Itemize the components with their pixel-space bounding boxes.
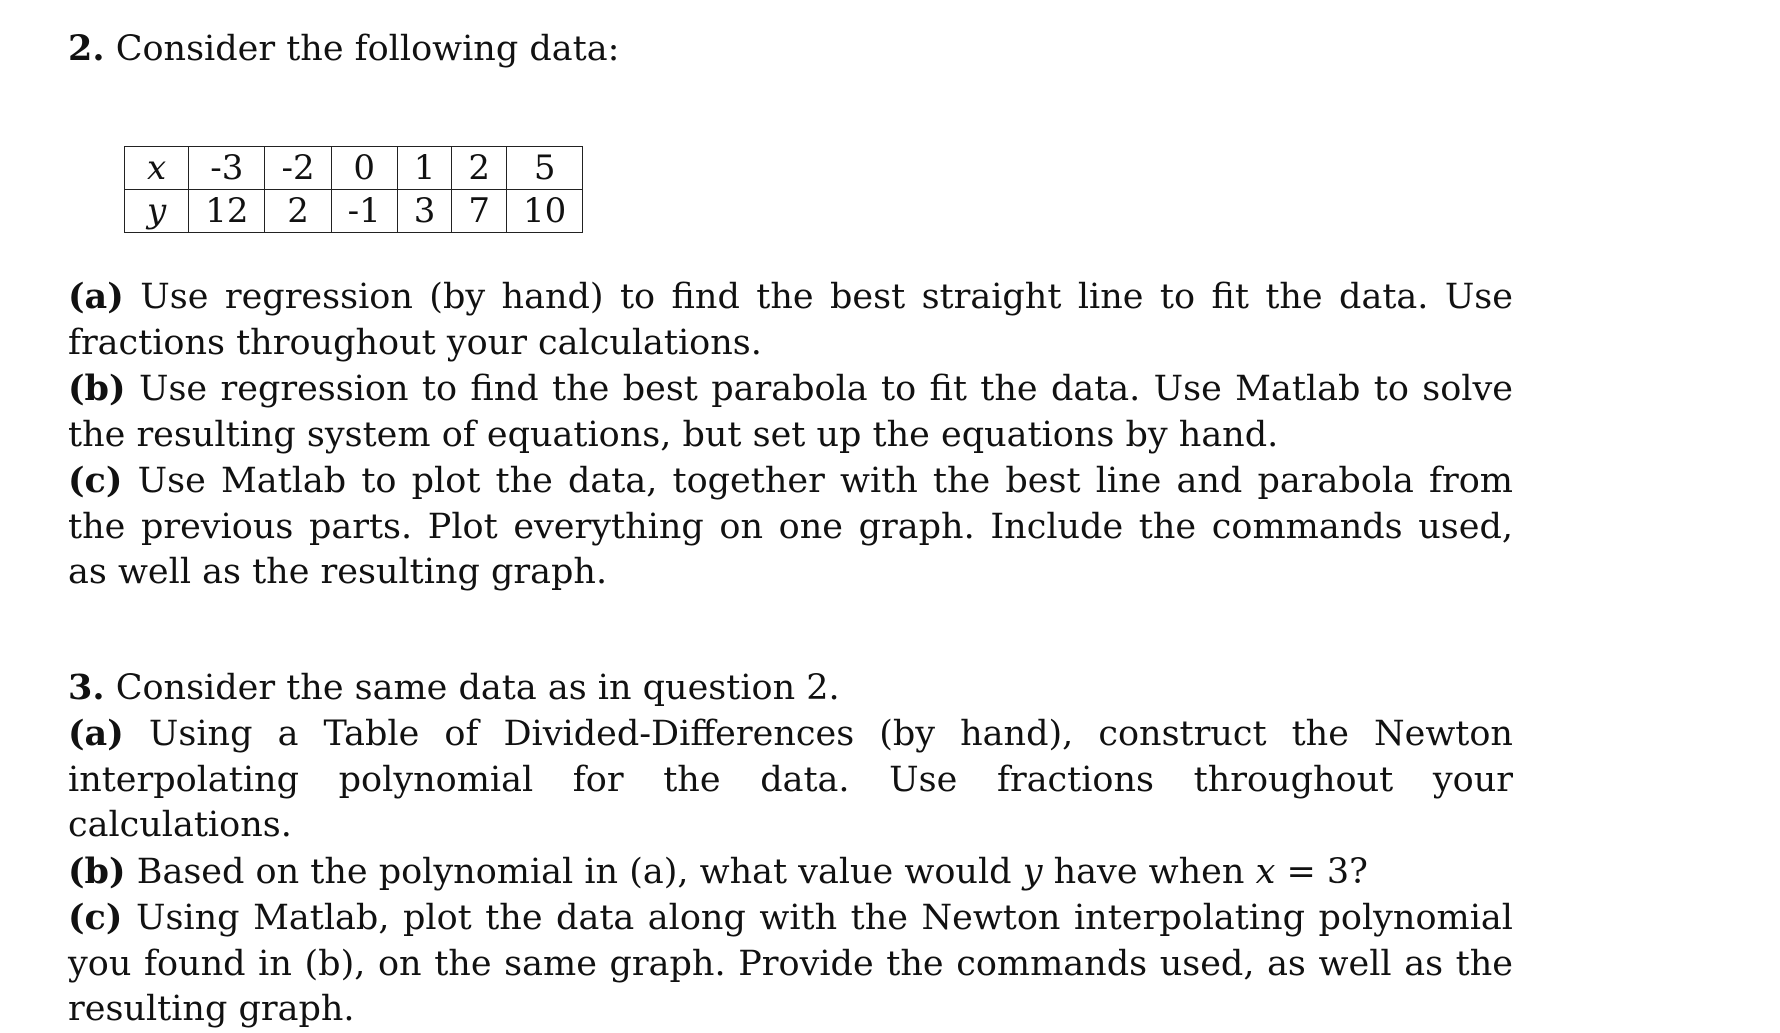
part-label: (c): [68, 897, 123, 938]
table-cell: 0: [331, 147, 397, 190]
question-2-heading: [68, 26, 619, 72]
part-text: Using a Table of Divided-Differences (by hand), construct the Newton interpolating polynomial for the data. Use fractions throughout your calculations.: [68, 714, 1513, 845]
question-2-part-a: [68, 274, 1513, 366]
table-cell: 2: [452, 147, 507, 190]
table-cell: 7: [452, 190, 507, 233]
table-header-x: x: [125, 147, 189, 190]
table-cell: -2: [265, 147, 331, 190]
table-cell: 12: [189, 190, 265, 233]
table-cell: -3: [189, 147, 265, 190]
question-3-part-b: [68, 849, 1513, 896]
part-label: (a): [68, 276, 124, 317]
part-label: (b): [68, 368, 126, 409]
table-row-y: [125, 190, 583, 233]
part-label: (a): [68, 713, 124, 754]
question-3-part-c: [68, 895, 1513, 1033]
question-3-number: 3.: [68, 667, 105, 708]
part-text: Use regression (by hand) to find the best straight line to fit the data. Use fractions throughout your calculations.: [68, 277, 1513, 363]
question-2-number: 2.: [68, 28, 105, 69]
math-var-y: y: [1022, 851, 1043, 892]
question-3-parts: [68, 711, 1513, 1033]
part-text-before: Based on the polynomial in (a), what value would: [136, 851, 1012, 892]
math-var-x: x: [1255, 851, 1276, 892]
part-label: (b): [68, 850, 126, 892]
part-text: Use regression to find the best parabola to fit the data. Use Matlab to solve the resulting system of equations, but set up the equations by hand.: [68, 369, 1513, 455]
question-2-heading-text: Consider the following data:: [115, 29, 620, 69]
question-2-part-c: [68, 458, 1513, 596]
table-cell: 10: [507, 190, 583, 233]
table-cell: 5: [507, 147, 583, 190]
table-cell: 2: [265, 190, 331, 233]
data-table: [124, 146, 583, 233]
part-label: (c): [68, 460, 123, 501]
question-3-heading: [68, 665, 840, 711]
question-2-part-b: [68, 366, 1513, 458]
part-text-after: = 3?: [1286, 851, 1368, 892]
part-text-mid: have when: [1053, 851, 1245, 892]
table-row-x: [125, 147, 583, 190]
question-2-parts: [68, 274, 1513, 596]
table-header-y: y: [125, 190, 189, 233]
question-3-heading-text: Consider the same data as in question 2.: [115, 668, 840, 708]
table-cell: -1: [331, 190, 397, 233]
part-text: Using Matlab, plot the data along with the Newton interpolating polynomial you found in (b), on the same graph. Provide the commands used, as well as the resulting graph.: [68, 898, 1513, 1029]
question-3-part-a: [68, 711, 1513, 849]
table-cell: 3: [397, 190, 452, 233]
part-text: Use Matlab to plot the data, together with the best line and parabola from the previous parts. Plot everything on one graph. Include the commands used, as well as the resulting graph.: [68, 461, 1513, 592]
table-cell: 1: [397, 147, 452, 190]
